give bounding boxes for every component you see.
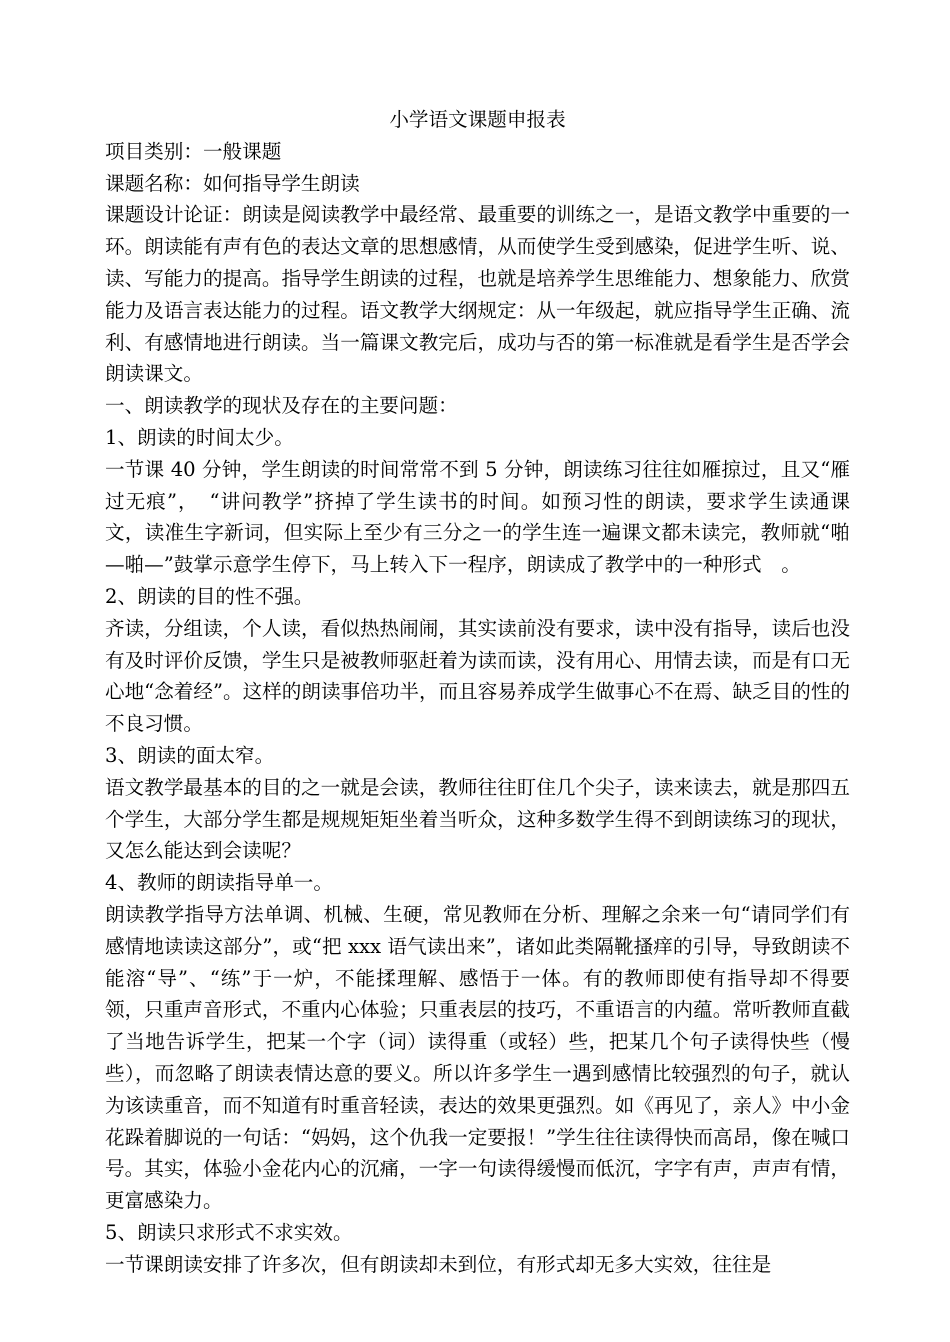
section-heading: 一、朗读教学的现状及存在的主要问题： bbox=[105, 394, 458, 418]
subheading-4: 4、教师的朗读指导单一。 bbox=[105, 871, 333, 895]
project-name: 课题名称：如何指导学生朗读 bbox=[105, 171, 360, 195]
subheading-3: 3、朗读的面太窄。 bbox=[105, 743, 275, 767]
subheading-1: 1、朗读的时间太少。 bbox=[105, 425, 294, 449]
body-paragraph-2: 齐读，分组读，个人读，看似热热闹闹，其实读前没有要求，读中没有指导，读后也没有及时评价反馈，学生只是被教师驱赶着为读而读，没有用心、用情去读，而是有口无心地“念着经”。这样的朗读事倍功半，而且容易养成学生做事心不在焉、缺乏目的性的不良习惯。 bbox=[105, 616, 851, 736]
subheading-2: 2、朗读的目的性不强。 bbox=[105, 584, 314, 608]
body-paragraph-4: 朗读教学指导方法单调、机械、生硬，常见教师在分析、理解之余来一句“请同学们有感情地读读这部分”，或“把 xxx 语气读出来”，诸如此类隔靴搔痒的引导，导致朗读不能溶“导”、“练”于一炉，不能揉理解、感悟于一体。有的教师即使有指导却不得要领，只重声音形式，不重内心体验；只重表层的技巧，不重语言的内蕴。常听教师直截了当地告诉学生，把某一个字（词）读得重（或轻）些，把某几个句子读得快些（慢些），而忽略了朗读表情达意的要义。所以许多学生一遇到感情比较强烈的句子，就认为该读重音，而不知道有时重音轻读，表达的效果更强烈。如《再见了，亲人》中小金花跺着脚说的一句话：“妈妈，这个仇我一定要报！”学生往往读得快而高昂，像在喊口号。其实，体验小金花内心的沉痛，一字一句读得缓慢而低沉，字字有声，声声有情，更富感染力。 bbox=[105, 902, 851, 1213]
design-argument-paragraph: 课题设计论证：朗读是阅读教学中最经常、最重要的训练之一，是语文教学中重要的一环。朗读能有声有色的表达文章的思想感情，从而使学生受到感染，促进学生听、说、读、写能力的提高。指导学生朗读的过程，也就是培养学生思维能力、想象能力、欣赏能力及语言表达能力的过程。语文教学大纲规定：从一年级起，就应指导学生正确、流利、有感情地进行朗读。当一篇课文教完后，成功与否的第一标准就是看学生是否学会朗读课文。 bbox=[105, 203, 850, 386]
document-title: 小学语文课题申报表 bbox=[389, 108, 566, 131]
body-paragraph-1: 一节课 40 分钟，学生朗读的时间常常不到 5 分钟，朗读练习往往如雁掠过，且又“雁过无痕”， “讲问教学”挤掉了学生读书的时间。如预习性的朗读，要求学生读通课文，读准生字新词，但实际上至少有三分之一的学生连一遍课文都未读完，教师就“啪—啪—”鼓掌示意学生停下，马上转入下一程序，朗读成了教学中的一种形式 。 bbox=[105, 457, 850, 577]
subheading-5: 5、朗读只求形式不求实效。 bbox=[105, 1220, 353, 1244]
body-paragraph-5: 一节课朗读安排了许多次，但有朗读却未到位，有形式却无多大实效，往往是 bbox=[105, 1252, 772, 1276]
document-page bbox=[105, 104, 850, 1280]
body-paragraph-3: 语文教学最基本的目的之一就是会读，教师往往盯住几个尖子，读来读去，就是那四五个学生，大部分学生都是规规矩矩坐着当听众，这种多数学生得不到朗读练习的现状，又怎么能达到会读呢？ bbox=[105, 775, 850, 863]
project-category: 项目类别：一般课题 bbox=[105, 139, 282, 163]
